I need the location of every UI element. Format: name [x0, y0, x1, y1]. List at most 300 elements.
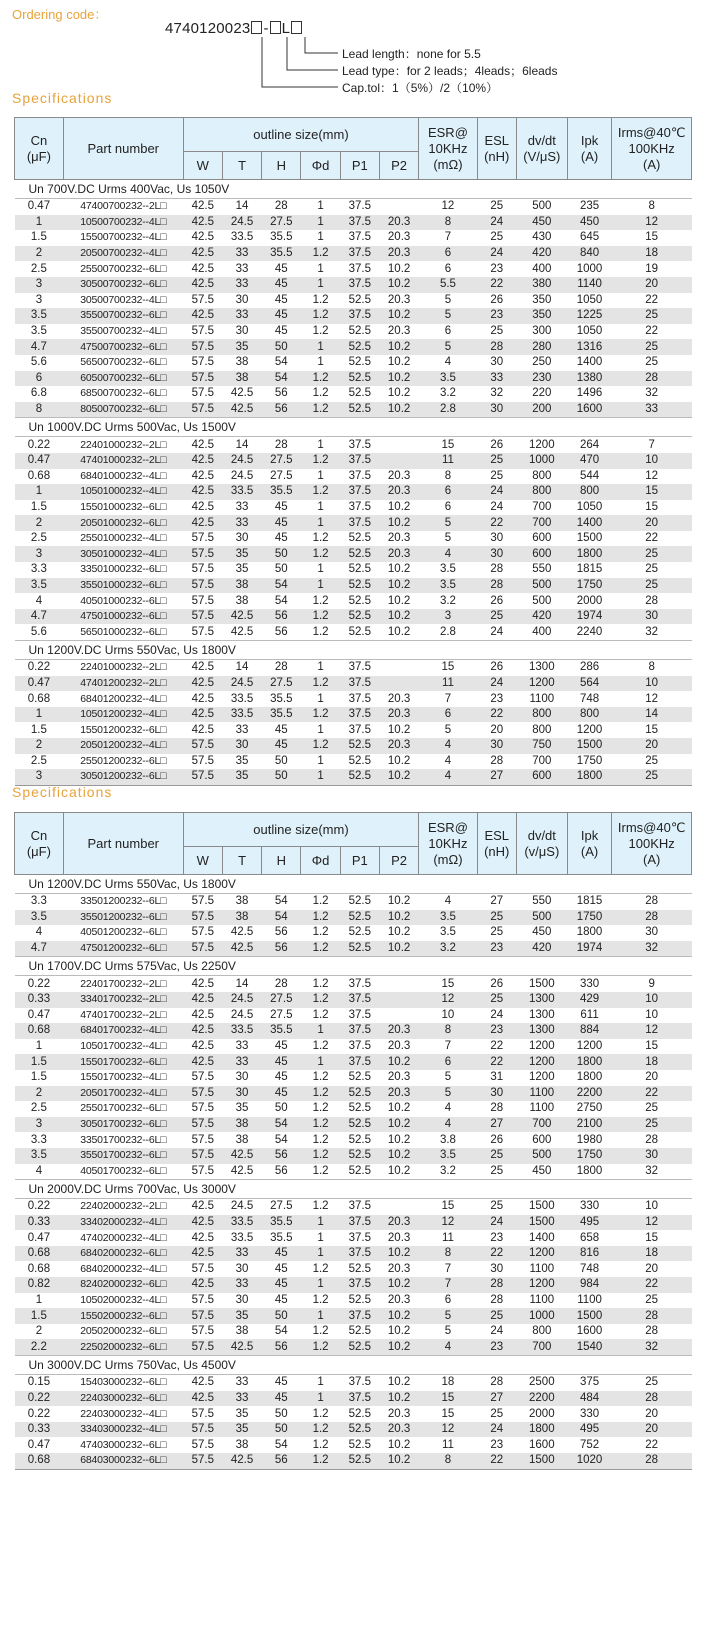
table-cell: 52.5: [340, 562, 379, 578]
table-cell: 80500700232--6L□: [63, 402, 183, 418]
table-cell: 25: [477, 925, 516, 941]
table-cell: 28: [477, 562, 516, 578]
table-cell: 10: [419, 1008, 477, 1024]
table-row: [15, 976, 692, 992]
table-cell: 57.5: [183, 1132, 222, 1148]
table-cell: 2: [15, 738, 64, 754]
table-cell: 3: [15, 769, 64, 785]
table-cell: 22: [477, 1054, 516, 1070]
table-cell: 5: [419, 1086, 477, 1102]
table-cell: 57.5: [183, 1086, 222, 1102]
table-cell: 20.3: [379, 324, 418, 340]
table-cell: 10.2: [379, 1324, 418, 1340]
table-cell: 38: [222, 1132, 261, 1148]
table-cell: 35: [222, 1308, 261, 1324]
table-cell: 42.5: [183, 437, 222, 453]
table-cell: 1.2: [301, 1148, 340, 1164]
table-cell: 47401200232--2L□: [63, 676, 183, 692]
table-cell: 6: [419, 500, 477, 516]
table-cell: 24: [477, 215, 516, 231]
table-row: [15, 402, 692, 418]
table-cell: 52.5: [340, 1261, 379, 1277]
table-cell: 20: [612, 738, 692, 754]
table-cell: 4: [419, 894, 477, 910]
header-p2: [379, 847, 418, 875]
table-cell: 22: [477, 707, 516, 723]
table-cell: 5.6: [15, 624, 64, 640]
table-cell: 1200: [516, 1039, 567, 1055]
table-cell: 2100: [567, 1117, 612, 1133]
table-row: [15, 453, 692, 469]
table-cell: 2.2: [15, 1339, 64, 1355]
table-cell: 1100: [516, 1101, 567, 1117]
table-cell: 1: [301, 1054, 340, 1070]
table-cell: 52.5: [340, 339, 379, 355]
spec-title-1: Specifications: [12, 90, 113, 106]
header-dvdt: [516, 813, 567, 875]
table-cell: 42.5: [183, 660, 222, 676]
table-cell: 15501700232--4L□: [63, 1070, 183, 1086]
table-cell: 56: [262, 402, 301, 418]
table-cell: 37.5: [340, 515, 379, 531]
table-row: [15, 1375, 692, 1391]
table-cell: 18: [612, 1246, 692, 1262]
header-row: [15, 118, 692, 152]
header-esl: [477, 118, 516, 180]
table-row: [15, 1132, 692, 1148]
table-cell: 42.5: [222, 1164, 261, 1180]
table-cell: 54: [262, 894, 301, 910]
table-cell: 1.2: [301, 910, 340, 926]
table-cell: 15: [612, 484, 692, 500]
table-cell: 0.15: [15, 1375, 64, 1391]
table-cell: 350: [516, 293, 567, 309]
table-row: [15, 1199, 692, 1215]
table-cell: 10.2: [379, 402, 418, 418]
table-cell: 42.5: [183, 1008, 222, 1024]
table-cell: 45: [262, 261, 301, 277]
table-cell: 33: [222, 246, 261, 262]
table-cell: 45: [262, 500, 301, 516]
table-cell: [379, 1199, 418, 1215]
table-cell: 30: [222, 1086, 261, 1102]
table-row: [15, 1215, 692, 1231]
table-cell: 25: [477, 1199, 516, 1215]
table-cell: 20.3: [379, 546, 418, 562]
cap-tol-note: Cap.tol：1（5%）/2（10%）: [342, 81, 499, 95]
table-cell: 25: [612, 1117, 692, 1133]
table-cell: 15: [612, 722, 692, 738]
table-cell: 0.68: [15, 691, 64, 707]
table-cell: 30: [477, 738, 516, 754]
table-row: [15, 1422, 692, 1438]
table-cell: 10.2: [379, 925, 418, 941]
header-irms-text: (A): [642, 851, 661, 867]
header-t-text: T: [238, 157, 247, 173]
table-cell: [379, 1008, 418, 1024]
table-cell: 20501200232--4L□: [63, 738, 183, 754]
header-h: [262, 152, 301, 180]
table-cell: 10.2: [379, 277, 418, 293]
lead-length-note: Lead length：none for 5.5: [342, 47, 481, 61]
header-cn-text: Cn: [30, 132, 48, 148]
header-cn: [15, 813, 64, 875]
table-cell: 30: [477, 355, 516, 371]
table-cell: 1500: [567, 531, 612, 547]
table-cell: 20502000232--6L□: [63, 1324, 183, 1340]
table-cell: 0.22: [15, 1391, 64, 1407]
table-cell: 800: [516, 484, 567, 500]
table-cell: 25501700232--6L□: [63, 1101, 183, 1117]
header-h: [262, 847, 301, 875]
table-cell: 0.47: [15, 676, 64, 692]
header-esl-text: ESL: [484, 132, 510, 148]
table-cell: 1: [301, 691, 340, 707]
table-cell: 57.5: [183, 925, 222, 941]
table-cell: 600: [516, 546, 567, 562]
table-cell: 1316: [567, 339, 612, 355]
table-cell: 20: [612, 277, 692, 293]
table-cell: 10.2: [379, 1054, 418, 1070]
table-cell: 11: [419, 1437, 477, 1453]
table-cell: 35.5: [262, 246, 301, 262]
group-label: Un 2000V.DC Urms 700Vac, Us 3000V: [15, 1180, 692, 1199]
table-cell: 1.2: [301, 1132, 340, 1148]
header-ipk-text: (A): [580, 148, 599, 164]
table-cell: 6: [419, 261, 477, 277]
table-cell: 68402000232--4L□: [63, 1261, 183, 1277]
table-cell: 10.2: [379, 624, 418, 640]
table-cell: 15: [419, 437, 477, 453]
table-cell: 1.2: [301, 1086, 340, 1102]
table-cell: 230: [516, 371, 567, 387]
table-cell: 1.2: [301, 593, 340, 609]
table-cell: 42.5: [183, 1246, 222, 1262]
table-cell: 24.5: [222, 469, 261, 485]
table-cell: 54: [262, 1324, 301, 1340]
table-cell: 35: [222, 1422, 261, 1438]
table-cell: 28: [262, 976, 301, 992]
header-p1: [340, 847, 379, 875]
table-cell: 57.5: [183, 1293, 222, 1309]
table-cell: 10.2: [379, 910, 418, 926]
table-cell: 1.2: [301, 609, 340, 625]
table-cell: 1: [301, 1246, 340, 1262]
table-cell: 52.5: [340, 1437, 379, 1453]
table-cell: 56500700232--6L□: [63, 355, 183, 371]
table-cell: 0.68: [15, 1453, 64, 1469]
table-row: [15, 738, 692, 754]
table-cell: 1: [301, 339, 340, 355]
table-cell: 1: [15, 215, 64, 231]
header-dvdt-text: (v/μS): [524, 843, 560, 859]
table-cell: 1: [301, 437, 340, 453]
table-cell: 30: [222, 293, 261, 309]
table-cell: 57.5: [183, 609, 222, 625]
table-cell: 1.2: [301, 894, 340, 910]
table-cell: 10500700232--4L□: [63, 215, 183, 231]
table-cell: 1: [301, 1023, 340, 1039]
table-cell: 52.5: [340, 754, 379, 770]
table-cell: 30: [222, 1261, 261, 1277]
table-cell: 45: [262, 1391, 301, 1407]
table-cell: 1: [301, 1391, 340, 1407]
table-cell: 18: [612, 1054, 692, 1070]
table-cell: 30: [222, 738, 261, 754]
header-irms-text: (A): [642, 156, 661, 172]
table-cell: 10.2: [379, 386, 418, 402]
table-cell: 56: [262, 925, 301, 941]
table-cell: 1000: [516, 1308, 567, 1324]
table-cell: 37.5: [340, 660, 379, 676]
table-cell: 7: [419, 1039, 477, 1055]
header-esr-text: 10KHz: [428, 140, 468, 156]
table-cell: 56: [262, 941, 301, 957]
table-cell: 15501200232--6L□: [63, 722, 183, 738]
table-cell: 429: [567, 992, 612, 1008]
table-row: [15, 546, 692, 562]
table-cell: 1: [301, 1308, 340, 1324]
table-cell: 52.5: [340, 293, 379, 309]
table-cell: 22502000232--6L□: [63, 1339, 183, 1355]
table-cell: 52.5: [340, 593, 379, 609]
table-cell: 20: [612, 1422, 692, 1438]
table-cell: 20.3: [379, 1293, 418, 1309]
table-cell: 57.5: [183, 1406, 222, 1422]
table-cell: 42.5: [222, 386, 261, 402]
table-cell: 1.2: [301, 1324, 340, 1340]
table-cell: 2: [15, 515, 64, 531]
table-cell: 37.5: [340, 277, 379, 293]
table-cell: 280: [516, 339, 567, 355]
table-cell: 1500: [516, 1199, 567, 1215]
table-cell: 10502000232--4L□: [63, 1293, 183, 1309]
group-row: [15, 1356, 692, 1375]
table-cell: 2.5: [15, 1101, 64, 1117]
table-row: [15, 660, 692, 676]
table-cell: 1.2: [301, 707, 340, 723]
table-cell: 10.2: [379, 722, 418, 738]
table-cell: 500: [516, 578, 567, 594]
header-p2-text: P2: [391, 852, 408, 868]
group-row: [15, 1180, 692, 1199]
table-cell: 57.5: [183, 371, 222, 387]
table-row: [15, 355, 692, 371]
table-cell: 1.2: [301, 1070, 340, 1086]
table-cell: 20.3: [379, 738, 418, 754]
table-cell: 12: [612, 1215, 692, 1231]
table-cell: 57.5: [183, 386, 222, 402]
table-cell: 57.5: [183, 1422, 222, 1438]
table-cell: 42.5: [222, 1453, 261, 1469]
table-cell: 5: [419, 339, 477, 355]
table-cell: 1.2: [301, 1164, 340, 1180]
table-cell: 42.5: [222, 1339, 261, 1355]
table-cell: 3.3: [15, 1132, 64, 1148]
table-cell: 5: [419, 1308, 477, 1324]
table-cell: 15501000232--6L□: [63, 500, 183, 516]
table-cell: 235: [567, 199, 612, 215]
table-cell: 57.5: [183, 293, 222, 309]
table-cell: 1: [301, 1277, 340, 1293]
table-cell: 2500: [516, 1375, 567, 1391]
table-cell: 35: [222, 339, 261, 355]
table-cell: 4: [15, 593, 64, 609]
table-cell: 1400: [567, 355, 612, 371]
table-cell: 15: [612, 500, 692, 516]
table-cell: 1800: [516, 1422, 567, 1438]
table-cell: 52.5: [340, 1117, 379, 1133]
table-cell: 68401200232--4L□: [63, 691, 183, 707]
group-row: [15, 875, 692, 894]
table-cell: 54: [262, 1437, 301, 1453]
table-cell: 4.7: [15, 941, 64, 957]
header-p1-text: P1: [351, 852, 368, 868]
table-cell: 500: [516, 1148, 567, 1164]
table-cell: 1750: [567, 910, 612, 926]
table-cell: 4: [15, 1164, 64, 1180]
table-cell: 25: [477, 1164, 516, 1180]
table-cell: 1200: [516, 437, 567, 453]
table-cell: 1500: [516, 1215, 567, 1231]
table-cell: 3.3: [15, 562, 64, 578]
table-cell: 47400700232--2L□: [63, 199, 183, 215]
table-cell: 42.5: [183, 1054, 222, 1070]
table-cell: 25: [612, 339, 692, 355]
table-cell: 611: [567, 1008, 612, 1024]
table-row: [15, 1101, 692, 1117]
table-cell: 35501200232--6L□: [63, 910, 183, 926]
table-cell: 52.5: [340, 1101, 379, 1117]
table-cell: 700: [516, 515, 567, 531]
table-cell: 23: [477, 308, 516, 324]
table-cell: 52.5: [340, 894, 379, 910]
table-cell: 45: [262, 324, 301, 340]
table-cell: 47501000232--6L□: [63, 609, 183, 625]
header-irms-text: 100KHz: [628, 140, 675, 156]
table-cell: 1: [301, 215, 340, 231]
table-cell: 33: [222, 515, 261, 531]
table-row: [15, 676, 692, 692]
table-cell: 42.5: [183, 1215, 222, 1231]
table-cell: 26: [477, 293, 516, 309]
table-cell: 6: [15, 371, 64, 387]
table-cell: 4.7: [15, 339, 64, 355]
header-t: [222, 847, 261, 875]
table-cell: 33.5: [222, 691, 261, 707]
table-cell: 11: [419, 453, 477, 469]
table-cell: 47501200232--6L□: [63, 941, 183, 957]
table-cell: 1.5: [15, 500, 64, 516]
table-cell: 1.2: [301, 676, 340, 692]
table-row: [15, 1261, 692, 1277]
table-cell: 1: [301, 261, 340, 277]
table-cell: 0.33: [15, 992, 64, 1008]
table-cell: 52.5: [340, 578, 379, 594]
table-cell: 10.2: [379, 578, 418, 594]
table-cell: 20.3: [379, 1230, 418, 1246]
table-cell: 42.5: [183, 453, 222, 469]
table-row: [15, 199, 692, 215]
table-cell: 500: [516, 593, 567, 609]
table-cell: 1750: [567, 1148, 612, 1164]
table-cell: 42.5: [183, 722, 222, 738]
table-cell: 25: [612, 355, 692, 371]
table-cell: 33: [222, 1391, 261, 1407]
header-ipk-text: Ipk: [580, 132, 599, 148]
table-row: [15, 1148, 692, 1164]
table-cell: 400: [516, 624, 567, 640]
table-cell: 24.5: [222, 676, 261, 692]
table-cell: 10: [612, 676, 692, 692]
table-cell: 45: [262, 308, 301, 324]
table-cell: 7: [612, 437, 692, 453]
table-cell: 45: [262, 1246, 301, 1262]
code-prefix: 4740120023: [165, 20, 251, 37]
table-cell: 47500700232--6L□: [63, 339, 183, 355]
table-cell: 25: [612, 578, 692, 594]
table-cell: 57.5: [183, 1308, 222, 1324]
table-cell: [379, 453, 418, 469]
table-cell: 700: [516, 1339, 567, 1355]
table-cell: 1: [301, 199, 340, 215]
table-cell: 42.5: [183, 308, 222, 324]
table-cell: 800: [516, 1324, 567, 1340]
table-cell: 600: [516, 769, 567, 785]
table-cell: 1.2: [301, 624, 340, 640]
table-cell: 57.5: [183, 578, 222, 594]
table-cell: 50: [262, 769, 301, 785]
table-cell: 20: [612, 515, 692, 531]
table-cell: 1.2: [301, 992, 340, 1008]
table-cell: 1.5: [15, 230, 64, 246]
table-cell: 330: [567, 1199, 612, 1215]
table-cell: 1.2: [301, 1261, 340, 1277]
table-cell: 20.3: [379, 293, 418, 309]
table-cell: 10.2: [379, 1117, 418, 1133]
table-cell: 1: [15, 1293, 64, 1309]
table-cell: 35501000232--6L□: [63, 578, 183, 594]
table-cell: 1: [301, 562, 340, 578]
table-cell: 42.5: [183, 707, 222, 723]
header-outline-size-text: outline size(mm): [253, 821, 349, 837]
table-cell: 3.5: [15, 578, 64, 594]
table-cell: 20.3: [379, 531, 418, 547]
table-cell: 1: [301, 230, 340, 246]
header-w-text: W: [196, 157, 209, 173]
table-row: [15, 1054, 692, 1070]
table-cell: 24.5: [222, 992, 261, 1008]
table-cell: 33.5: [222, 1215, 261, 1231]
table-cell: 45: [262, 531, 301, 547]
table-row: [15, 562, 692, 578]
table-cell: 24: [477, 1008, 516, 1024]
table-cell: [379, 437, 418, 453]
header-ipk-text: Ipk: [580, 827, 599, 843]
table-cell: 22: [612, 531, 692, 547]
table-cell: 35501700232--6L□: [63, 1148, 183, 1164]
table-cell: 10.2: [379, 609, 418, 625]
table-cell: 57.5: [183, 754, 222, 770]
table-cell: 12: [419, 992, 477, 1008]
header-outline-size-text: outline size(mm): [253, 126, 349, 142]
table-cell: 37.5: [340, 261, 379, 277]
table-cell: 56: [262, 386, 301, 402]
table-row: [15, 277, 692, 293]
header-irms-text: Irms@40℃: [617, 124, 686, 140]
table-cell: 25: [612, 1293, 692, 1309]
table-header: [15, 813, 692, 875]
